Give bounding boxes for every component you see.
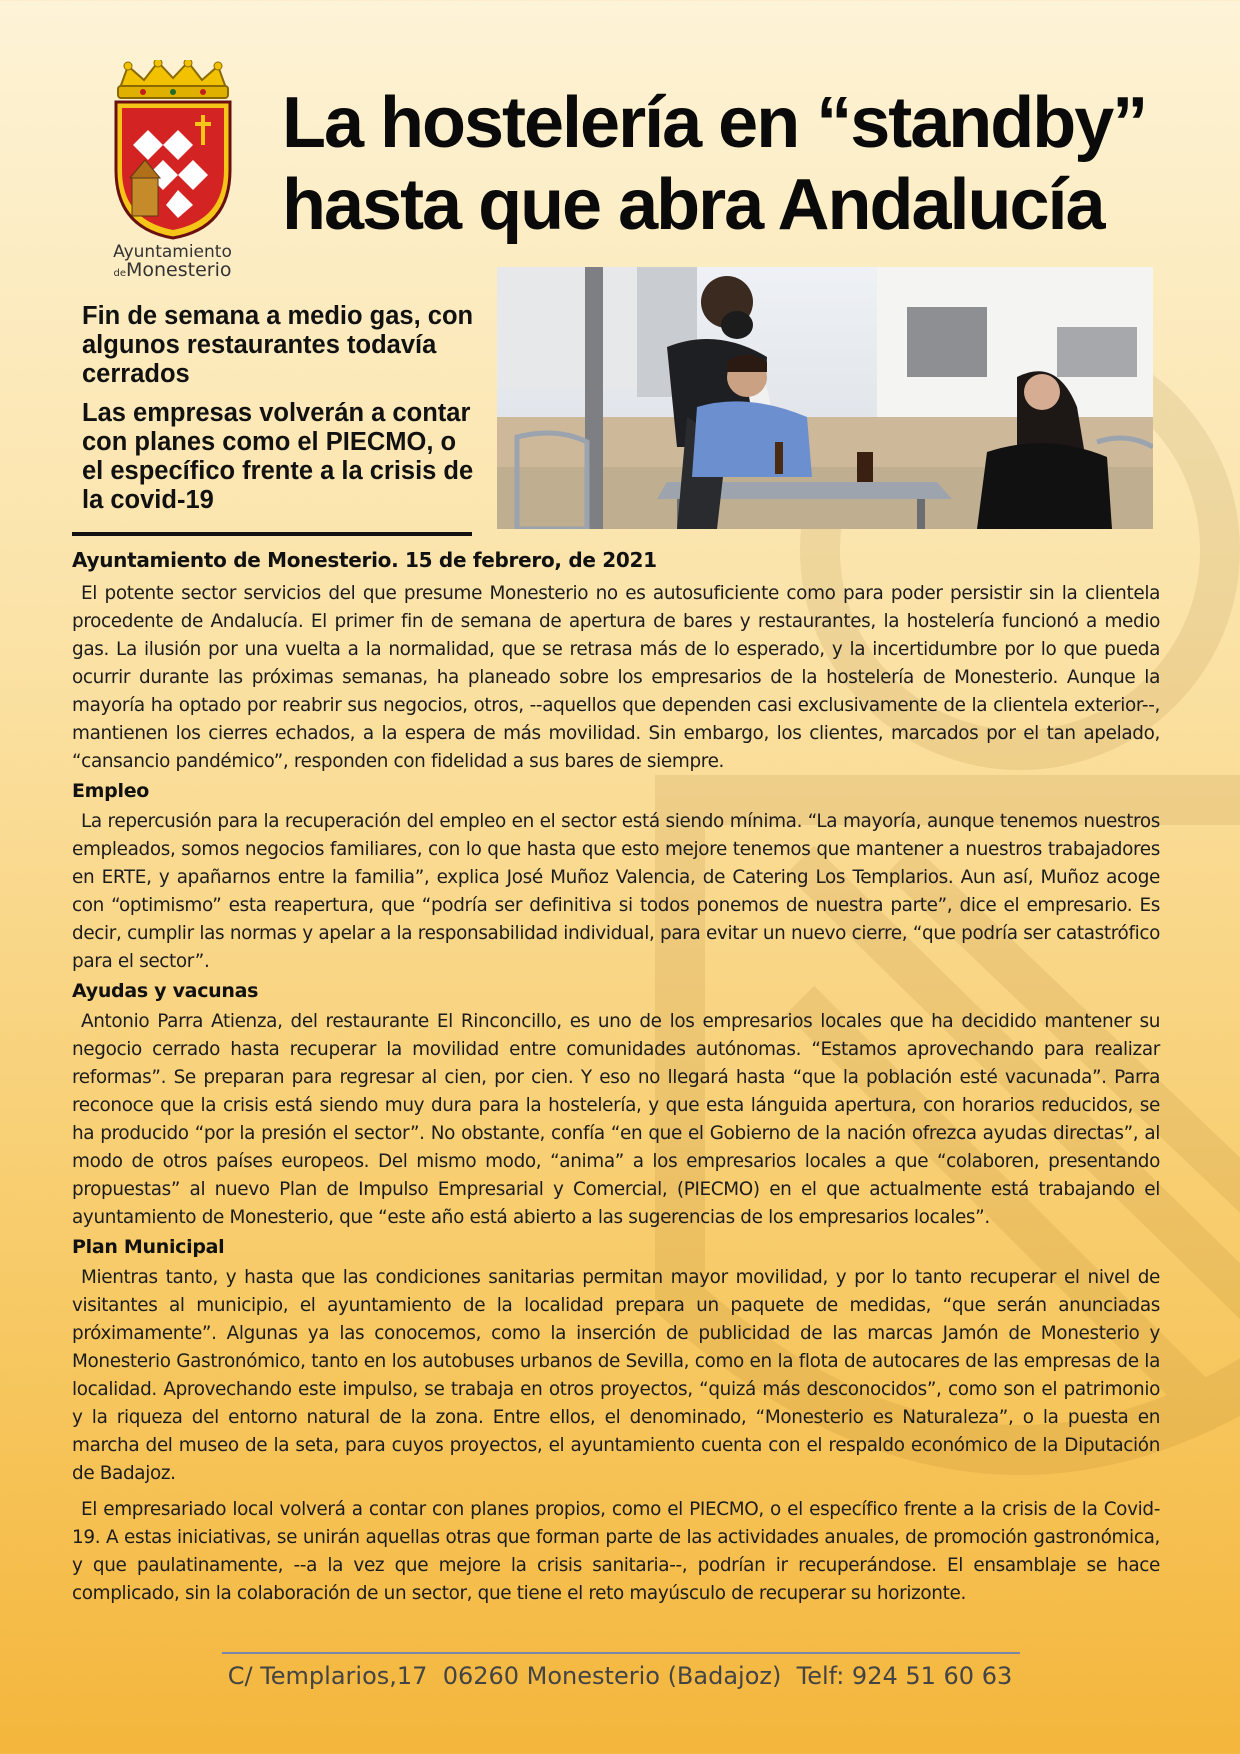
footer-divider: [222, 1652, 1020, 1654]
subheads: [82, 302, 482, 525]
closing-paragraph: El empresariado local volverá a contar con planes propios, como el PIECMO, o el específico frente a la crisis de la Covid-19. A estas iniciativas, se unirán aquellas otras que forman parte de las actividades anuales, de promoción gastronómica, y que paulatinamente, --a la vez que mejore la crisis sanitaria--, podrían ir recuperándose. El ensamblaje se hace complicado, sin la colaboración de un sector, que tiene el reto mayúsculo de recuperar su horizonte.: [72, 1499, 1160, 1604]
intro-paragraph: El potente sector servicios del que presume Monesterio no es autosuficiente como para poder persistir sin la clientela procedente de Andalucía. El primer fin de semana de apertura de bares y restaurantes, la hostelería funcionó a medio gas. La ilusión por una vuelta a la normalidad, que se retrasa más de lo esperado, y la incertidumbre por lo que pueda ocurrir durante las próximas semanas, ha planeado sobre los empresarios de la hostelería de Monesterio. Aunque la mayoría ha optado por reabrir sus negocios, otros, --aquellos que dependen casi exclusivamente de la clientela exterior--, mantienen los cierres echados, a la espera de más movilidad. Sin embargo, los clientes, marcados por el tan apelado, “cansancio pandémico”, responden con fidelidad a sus bares de siempre.: [72, 583, 1160, 772]
headline-line-2: hasta que abra Andalucía: [282, 165, 1104, 245]
logo-line-1: Ayuntamiento: [113, 242, 232, 262]
ayudas-paragraph: Antonio Parra Atienza, del restaurante El Rinconcillo, es uno de los empresarios locales que ha decidido mantener su negocio cerrado hasta recuperar la movilidad entre comunidades autónomas. “Estamos aprovechando para realizar reformas”. Se preparan para regresar al cien, por cien. Y eso no llegará hasta “que la población esté vacunada”. Parra reconoce que la crisis está siendo muy dura para la hostelería, y que esta lánguida apertura, con horarios reducidos, se ha producido “por la presión el sector”. No obstante, confía “en que el Gobierno de la nación ofrezca ayudas directas”, al modo de otros países europeos. Del mismo modo, “anima” a los empresarios locales a que “colaboren, presentando propuestas” al nuevo Plan de Impulso Empresarial y Comercial, (PIECMO) en el que actualmente está trabajando el ayuntamiento de Monesterio, que “este año está abierto a las sugerencias de los empresarios locales”.: [72, 1011, 1160, 1228]
municipal-logo: [100, 60, 245, 280]
subhead-2: Las empresas volverán a contar con planes como el PIECMO, o el específico frente a la crisis de la covid-19: [82, 399, 474, 514]
byline: Ayuntamiento de Monesterio. 15 de febrero, de 2021: [72, 548, 657, 572]
subhead-divider: [72, 532, 472, 536]
section-heading-empleo: Empleo: [72, 780, 150, 802]
article-body: [72, 548, 1160, 1610]
section-heading-ayudas: Ayudas y vacunas: [72, 980, 259, 1002]
headline-line-1: La hostelería en “standby”: [282, 83, 1147, 163]
subhead-1: Fin de semana a medio gas, con algunos restaurantes todavía cerrados: [82, 302, 474, 388]
logo-line-2: deMonesterio: [113, 259, 232, 281]
footer-address: C/ Templarios,17 06260 Monesterio (Badajoz) Telf: 924 51 60 63: [227, 1662, 1013, 1690]
article-photo: [497, 267, 1153, 529]
empleo-paragraph: La repercusión para la recuperación del empleo en el sector está siendo mínima. “La mayoría, aunque tenemos nuestros empleados, somos negocios familiares, con lo que hasta que esto mejore tenemos que mantener a nuestros trabajadores en ERTE, y apañarnos entre la familia”, explica José Muñoz Valencia, de Catering Los Templarios. Aun así, Muñoz acoge con “optimismo” esta reapertura, que “podría ser definitiva si todos ponemos de nuestra parte”, dice el empresario. Es decir, cumplir las normas y apelar a la responsabilidad individual, para evitar un nuevo cierre, “que podría ser catastrófico para el sector”.: [72, 811, 1160, 972]
section-heading-plan: Plan Municipal: [72, 1236, 225, 1258]
headline: [282, 82, 1182, 246]
coat-of-arms-icon: [108, 60, 238, 240]
plan-paragraph: Mientras tanto, y hasta que las condiciones sanitarias permitan mayor movilidad, y por lo tanto recuperar el nivel de visitantes al municipio, el ayuntamiento de la localidad prepara un paquete de medidas, “que serán anunciadas próximamente”. Algunas ya las conocemos, como la inserción de publicidad de las marcas Jamón de Monesterio y Monesterio Gastronómico, tanto en los autobuses urbanos de Sevilla, como en la flota de autocares de las empresas de la localidad. Aprovechando este impulso, se trabaja en otros proyectos, “quizá más desconocidos”, como son el patrimonio y la riqueza del entorno natural de la zona. Entre ellos, el denominado, “Monesterio es Naturaleza”, o la puesta en marcha del museo de la seta, para cuyos proyectos, el ayuntamiento cuenta con el respaldo económico de la Diputación de Badajoz.: [72, 1267, 1160, 1484]
